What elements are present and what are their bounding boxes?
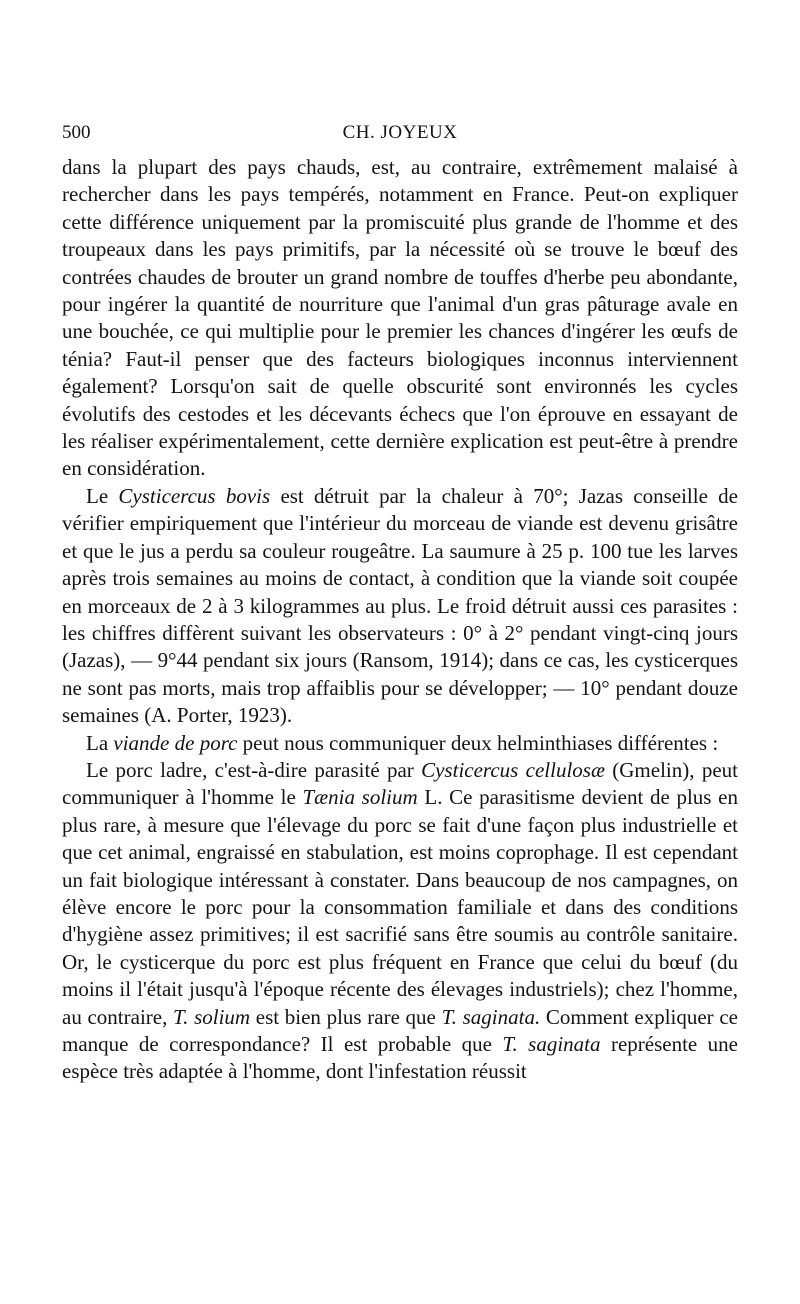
italic-term: T. saginata <box>502 1032 601 1056</box>
text-run: représente une espèce très adaptée à l'homme, dont l'infestation réussit <box>62 1032 738 1084</box>
italic-term: Cysticercus cellulosæ <box>421 757 605 782</box>
body-text <box>62 154 738 1086</box>
paragraph-cysticercus-bovis <box>62 483 738 730</box>
text-run: est détruit par la chaleur à 70°; Jazas conseille de vérifier empiriquement que l'intérieur du morceau de viande est devenu grisâtre et que le jus a perdu sa couleur rougeâtre. La saumure à 25 p. 100 tue les larves après trois semaines au moins de contact, à condition que la viande soit coupée en morceaux de 2 à 3 kilogrammes au plus. Le froid détruit aussi ces parasites : les chiffres diffèrent suivant les observateurs : 0° à 2° pendant vingt-cinq jours (Jazas), — 9°44 pendant six jours (Ransom, 1914); dans ce cas, les cysticerques ne sont pas morts, mais trop affaiblis pour se développer; — 10° pendant douze semaines (A. Porter, 1923). <box>62 483 738 728</box>
italic-term: viande de porc <box>113 730 238 755</box>
page-number: 500 <box>62 122 91 143</box>
text-run: Le <box>86 483 119 508</box>
text-run: dans la plupart des pays chauds, est, au contraire, extrêmement malaisé à rechercher dans les pays tempérés, notamment en France. Peut-on expliquer cette différence uniquement par la promiscuité plus grande de l'homme et des troupeaux dans les pays primitifs, par la nécessité où se trouve le bœuf des contrées chaudes de brouter un grand nombre de touffes d'herbe peu abondante, pour ingérer la quantité de nourriture que l'animal d'un gras pâturage avale en une bouchée, ce qui multiplie pour le premier les chances d'ingérer les œufs de ténia? Faut-il penser que des facteurs biologiques inconnus interviennent également? Lorsqu'on sait de quelle obscurité sont environnés les cycles évolutifs des cestodes et les décevants échecs que l'on éprouve en essayant de les réaliser expérimentalement, cette dernière explication est peut-être à prendre en considération. <box>62 155 738 481</box>
italic-term: Cysticercus bovis <box>118 483 271 508</box>
document-page <box>62 118 738 1086</box>
italic-term: T. saginata. <box>441 1004 541 1029</box>
text-run: peut nous communiquer deux helminthiases différentes : <box>237 730 719 755</box>
text-run: L. Ce parasitisme devient de plus en plus rare, à mesure que l'élevage du porc se fait d'une façon plus industrielle et que cet animal, engraissé en stabulation, est moins coprophage. Il est cependant un fait biologique intéressant à constater. Dans beaucoup de nos campagnes, on élève encore le porc pour la consommation familiale et dans des conditions d'hygiène assez primitives; il est sacrifié sans être soumis au contrôle sanitaire. Or, le cysticerque du porc est plus fréquent en France que celui du bœuf (du moins il l'était jusqu'à l'époque récente des élevages industriels); chez l'homme, au contraire, <box>62 785 738 1029</box>
running-header <box>62 118 738 148</box>
italic-term: Tænia solium <box>302 785 418 810</box>
text-run: La <box>86 730 114 755</box>
text-run: est bien plus rare que <box>250 1004 442 1029</box>
paragraph-viande-de-porc <box>62 730 738 757</box>
italic-term: T. solium <box>173 1004 251 1029</box>
paragraph-heat-and-biology <box>62 154 738 483</box>
text-run: Le porc ladre, c'est-à-dire parasité par <box>86 757 422 782</box>
text-run: Comment expliquer ce manque de correspondance? Il est probable que <box>62 1004 738 1056</box>
paragraph-porc-ladre <box>62 757 738 1086</box>
text-run: (Gmelin), peut communiquer à l'homme le <box>62 757 738 810</box>
running-title: CH. JOYEUX <box>342 122 458 143</box>
